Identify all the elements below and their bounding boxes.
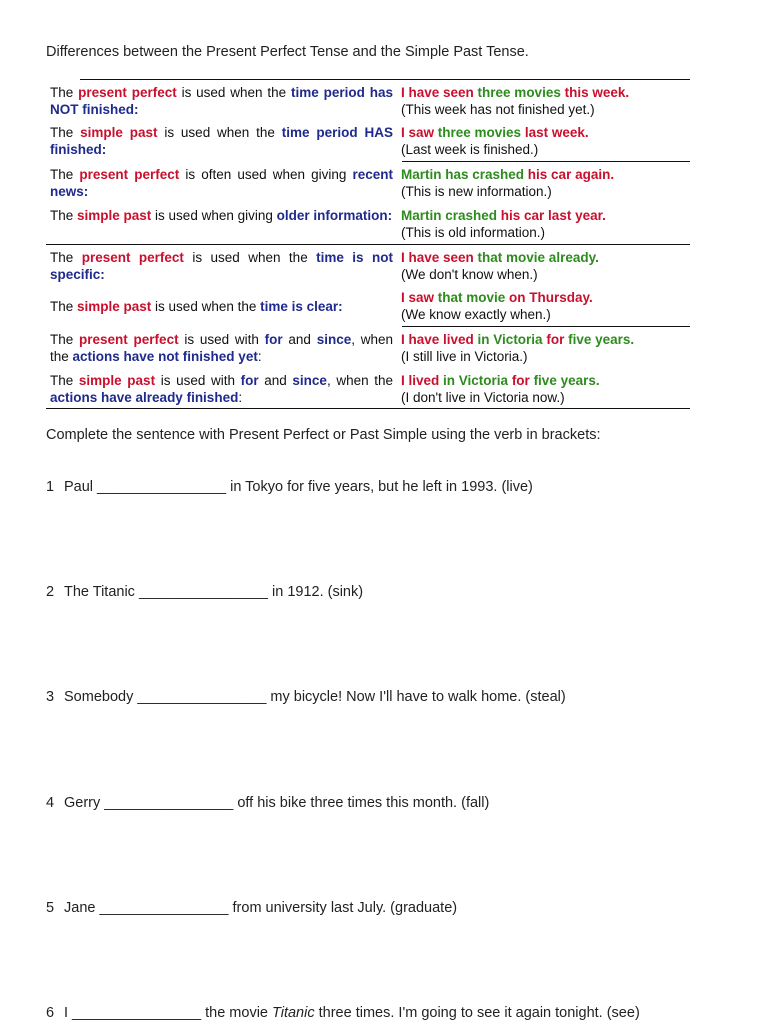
text-segment: in Victoria [443, 373, 512, 388]
question-2 [46, 584, 363, 600]
text-segment: that movie already. [477, 250, 599, 265]
text-segment: is used with [155, 373, 241, 388]
question-number: 2 [46, 584, 55, 600]
text-segment: simple past [77, 299, 152, 314]
example-note: (This is new information.) [401, 184, 552, 199]
text-segment: is used when giving [151, 208, 277, 223]
example-note: (This week has not finished yet.) [401, 102, 595, 117]
text-segment: three movies [437, 125, 525, 140]
question-3 [46, 689, 566, 705]
example-note: (This is old information.) [401, 225, 546, 240]
text-segment: five years. [533, 373, 600, 388]
text-segment: The [50, 332, 80, 347]
text-segment: this week. [564, 85, 630, 100]
example [401, 372, 690, 406]
text-segment: since [292, 373, 327, 388]
text-segment: Jane ________________ from university last July. (graduate) [64, 900, 458, 916]
question-number: 6 [46, 1005, 55, 1021]
text-segment: The [50, 299, 78, 314]
text-segment: time is clear: [260, 299, 343, 314]
text-segment: is used with [178, 332, 265, 347]
table-rule [402, 326, 690, 327]
text-segment: The [50, 125, 81, 140]
example-note: (I don't live in Victoria now.) [401, 390, 565, 405]
text-segment: Martin crashed [401, 208, 501, 223]
question-4 [46, 795, 489, 811]
text-segment: three movies [477, 85, 565, 100]
text-segment: time period has NOT finished: [50, 85, 393, 117]
text-segment: present perfect [81, 250, 184, 265]
rule-description [50, 166, 393, 200]
text-segment: Martin has crashed [401, 167, 528, 182]
rule-description [50, 298, 393, 315]
rule-description [50, 372, 393, 406]
text-segment: present perfect [79, 332, 179, 347]
table-rule [80, 79, 690, 80]
example [401, 331, 690, 365]
text-segment: on Thursday. [509, 290, 593, 305]
text-segment: , when the [50, 332, 393, 364]
rule-description [50, 84, 393, 118]
text-segment: is used when the [183, 250, 317, 265]
text-segment: The [50, 167, 80, 182]
text-segment: three times. I'm going to see it again tonight. (see) [314, 1005, 640, 1021]
text-segment: I have lived [401, 332, 478, 347]
text-segment: five years. [568, 332, 635, 347]
text-segment: is used when the [176, 85, 292, 100]
example [401, 166, 690, 200]
text-segment: I saw [401, 125, 438, 140]
page-title: Differences between the Present Perfect Tense and the Simple Past Tense. [46, 44, 529, 60]
text-segment: Titanic [272, 1005, 315, 1021]
example [401, 84, 690, 118]
text-segment: The [50, 208, 78, 223]
text-segment: : [257, 349, 262, 364]
text-segment: time is not specific: [50, 250, 393, 282]
rule-description [50, 249, 393, 283]
text-segment: Paul ________________ in Tokyo for five years, but he left in 1993. (live) [64, 479, 533, 495]
text-segment: and [282, 332, 317, 347]
text-segment: I ________________ the movie [64, 1005, 273, 1021]
text-segment: simple past [77, 208, 152, 223]
example-note: (I still live in Victoria.) [401, 349, 528, 364]
text-segment: The [50, 250, 82, 265]
text-segment: since [316, 332, 352, 347]
text-segment: his car again. [527, 167, 615, 182]
text-segment: in Victoria [477, 332, 547, 347]
text-segment: older information: [276, 208, 393, 223]
exercise-instruction: Complete the sentence with Present Perfect or Past Simple using the verb in brackets: [46, 427, 601, 443]
rule-description [50, 124, 393, 158]
text-segment: I have seen [401, 85, 478, 100]
question-number: 3 [46, 689, 55, 705]
text-segment: simple past [78, 373, 156, 388]
question-1 [46, 479, 533, 495]
rule-description [50, 331, 393, 365]
text-segment: I have seen [401, 250, 478, 265]
example [401, 207, 690, 241]
text-segment: and [258, 373, 293, 388]
text-segment: recent news: [50, 167, 393, 199]
question-number: 5 [46, 900, 55, 916]
question-6 [46, 1005, 640, 1021]
text-segment: his car last year. [500, 208, 606, 223]
text-segment: I saw [401, 290, 438, 305]
text-segment: actions have already finished [50, 390, 239, 405]
text-segment: is used when the [151, 299, 261, 314]
question-5 [46, 900, 457, 916]
text-segment: The Titanic ________________ in 1912. (sink) [64, 584, 364, 600]
text-segment: I lived [401, 373, 444, 388]
text-segment: : [238, 390, 243, 405]
question-number: 1 [46, 479, 55, 495]
text-segment: The [50, 85, 79, 100]
example [401, 249, 690, 283]
rule-description [50, 207, 393, 224]
example-note: (Last week is finished.) [401, 142, 539, 157]
text-segment: present perfect [79, 167, 180, 182]
text-segment: for [546, 332, 569, 347]
question-number: 4 [46, 795, 55, 811]
text-segment: last week. [524, 125, 589, 140]
table-rule [46, 244, 690, 245]
text-segment: for [264, 332, 283, 347]
text-segment: that movie [437, 290, 510, 305]
text-segment: actions have not finished yet [72, 349, 258, 364]
text-segment: for [240, 373, 259, 388]
text-segment: , when the [326, 373, 394, 388]
text-segment: present perfect [78, 85, 177, 100]
text-segment: simple past [80, 125, 158, 140]
table-rule [402, 161, 690, 162]
text-segment: Gerry ________________ off his bike three times this month. (fall) [64, 795, 490, 811]
table-rule [46, 408, 690, 409]
example-note: (We know exactly when.) [401, 307, 551, 322]
text-segment: is often used when giving [179, 167, 353, 182]
text-segment: for [511, 373, 534, 388]
example-note: (We don't know when.) [401, 267, 538, 282]
text-segment: is used when the [157, 125, 282, 140]
example [401, 124, 690, 158]
text-segment: The [50, 373, 79, 388]
text-segment: time period HAS finished: [50, 125, 393, 157]
text-segment: Somebody ________________ my bicycle! Now I'll have to walk home. (steal) [64, 689, 566, 705]
example [401, 289, 690, 323]
